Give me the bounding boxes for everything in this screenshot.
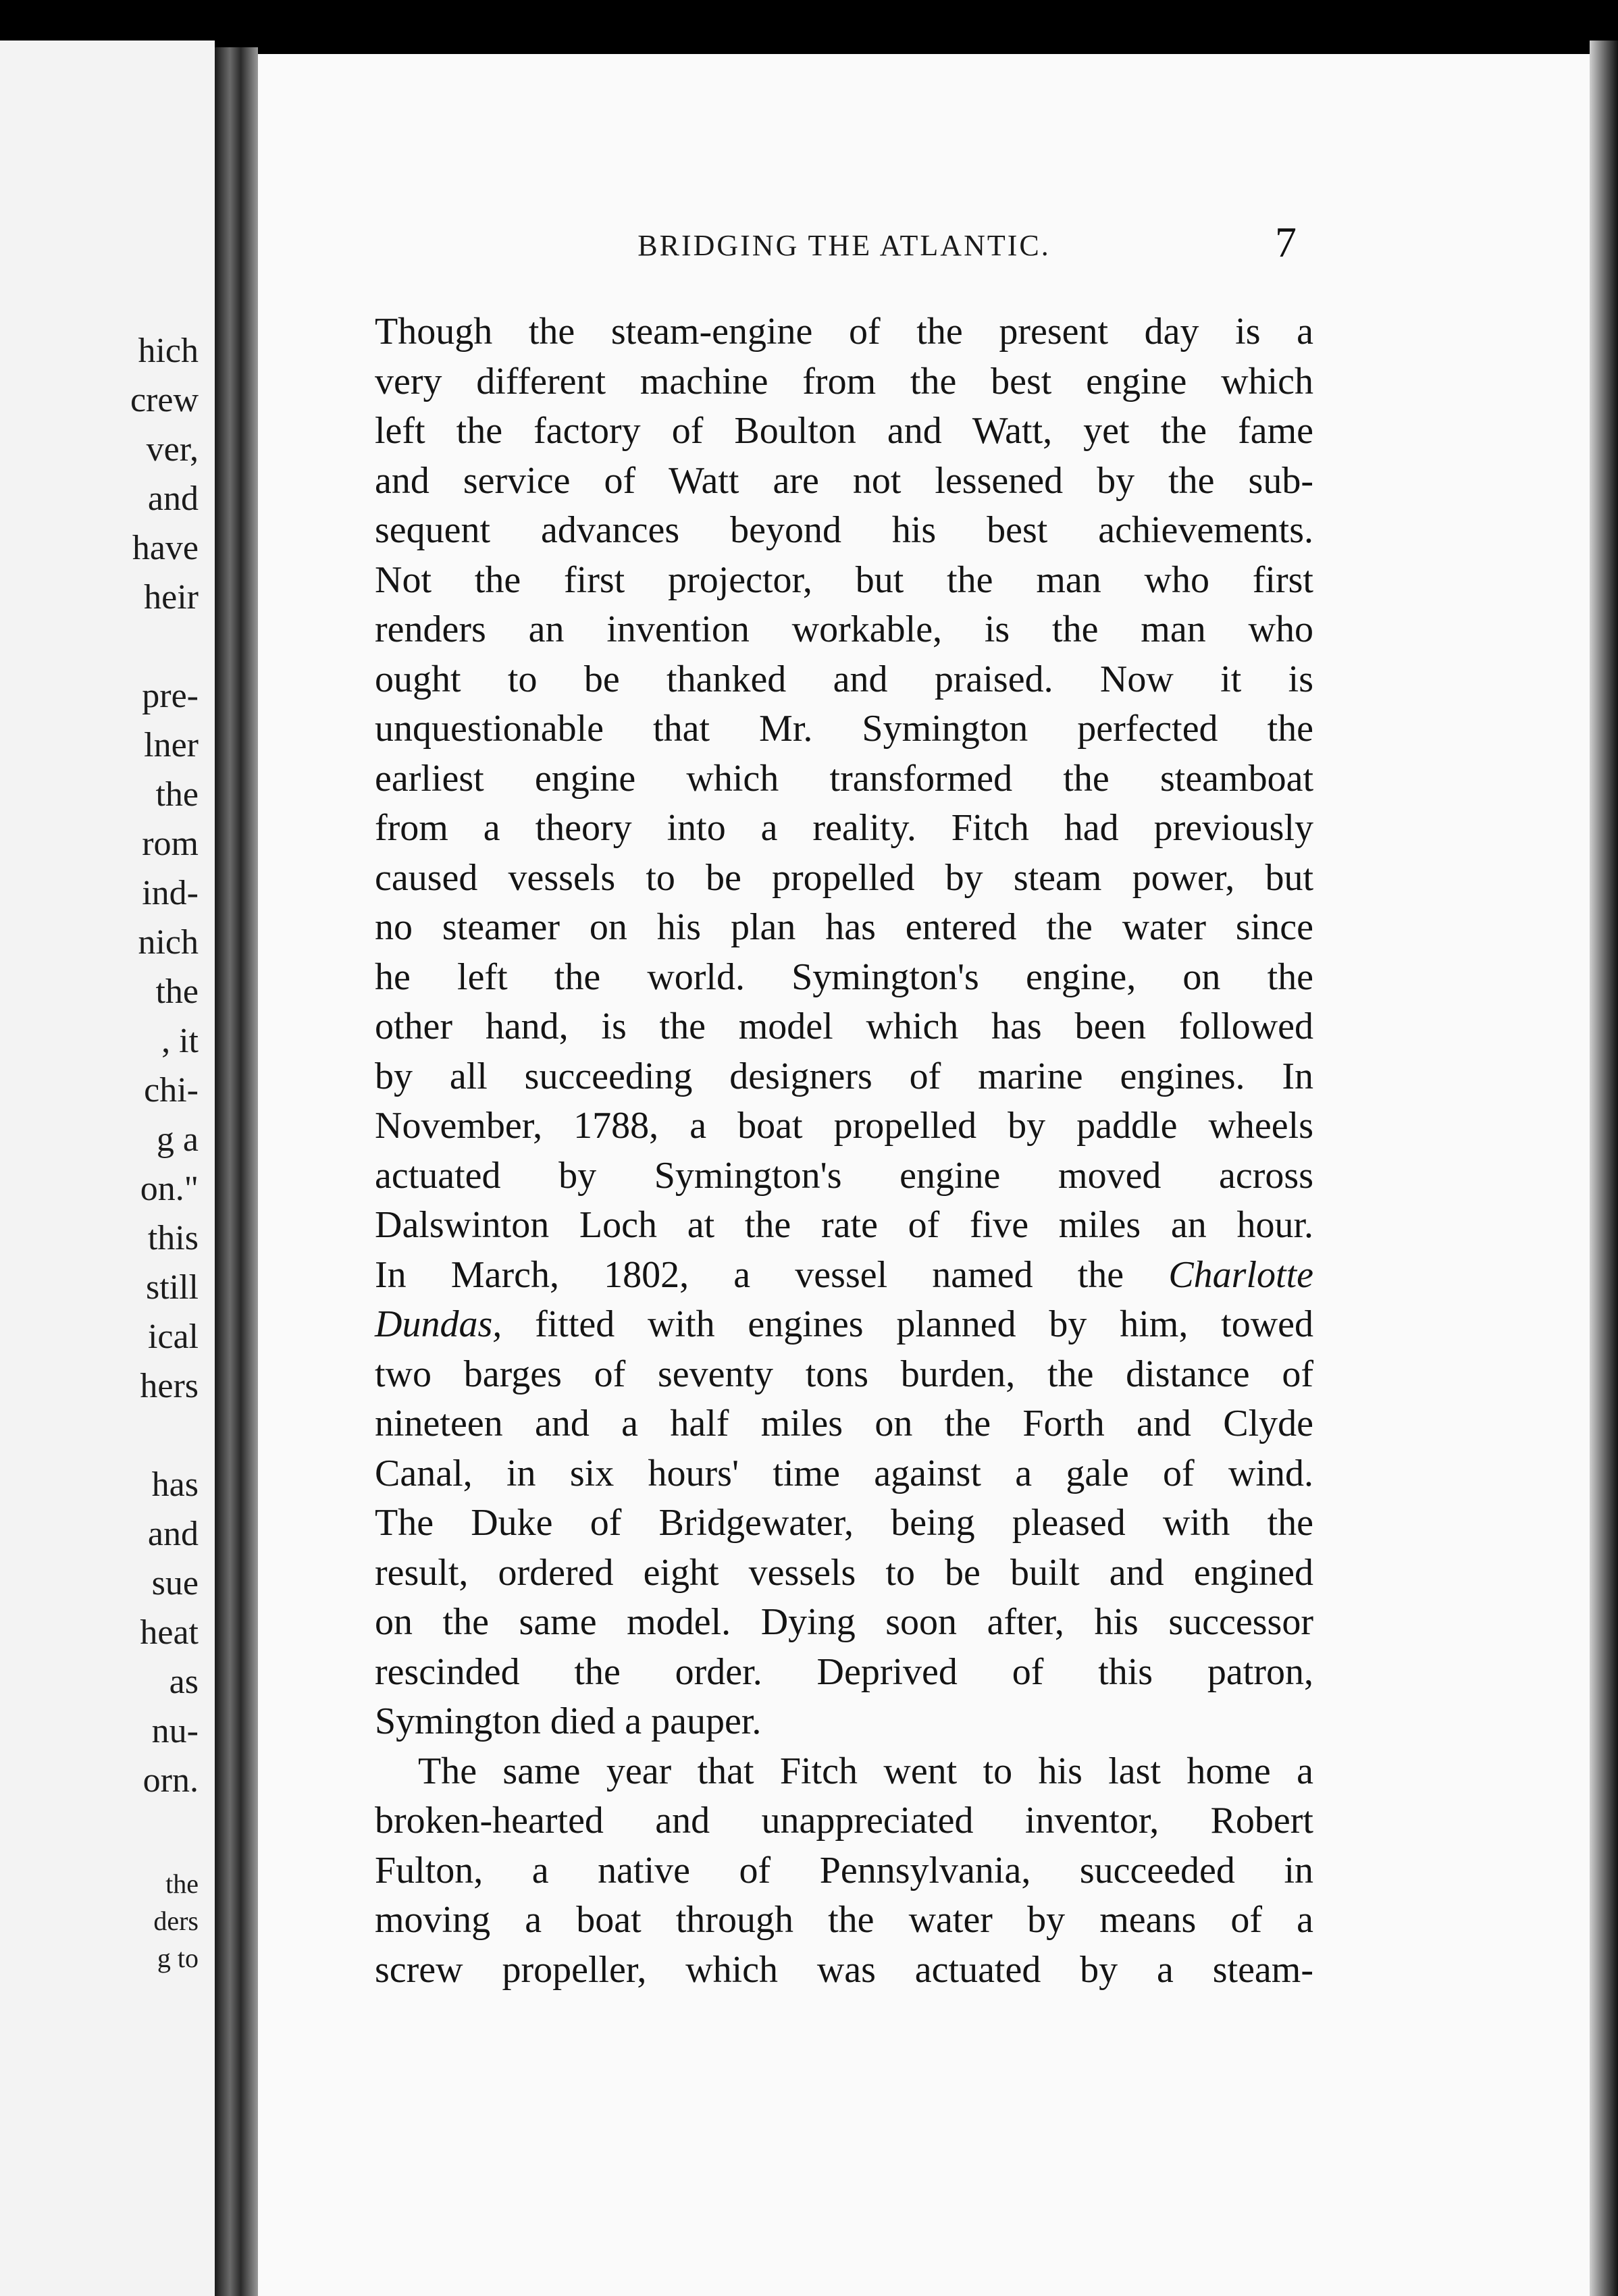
text-line: renders an invention workable, is the man who <box>375 608 1313 650</box>
text-line: Canal, in six hours' time against a gale of wind. <box>375 1452 1313 1494</box>
left-page-fragment: crew <box>130 381 199 419</box>
text-line: Fulton, a native of Pennsylvania, succeeded in <box>375 1849 1313 1891</box>
text-line: he left the world. Symington's engine, on the <box>375 956 1313 998</box>
text-line: Dalswinton Loch at the rate of five miles an hour. <box>375 1204 1313 1246</box>
text-line: caused vessels to be propelled by steam power, but <box>375 856 1313 899</box>
left-page-fragment: ind- <box>142 874 199 912</box>
text-run: In March, 1802, a vessel named the <box>375 1253 1124 1296</box>
left-page-fragment: heat <box>140 1613 199 1652</box>
ship-name-italic: Charlotte <box>1168 1253 1314 1296</box>
left-page-fragment: the <box>155 775 199 814</box>
text-line: from a theory into a reality. Fitch had previously <box>375 807 1313 849</box>
left-page-fragment: as <box>169 1663 199 1701</box>
left-page-fragment: nich <box>138 923 199 962</box>
left-page-fragment: this <box>147 1219 199 1257</box>
text-line: result, ordered eight vessels to be built and engined <box>375 1551 1313 1594</box>
left-page-fragment: g a <box>156 1120 199 1159</box>
left-page-fragment: sue <box>151 1564 199 1602</box>
left-page-fragment: hich <box>138 332 199 370</box>
text-line <box>375 1251 1313 1301</box>
text-run: fitted with engines planned by him, towed <box>535 1303 1314 1345</box>
text-line: nineteen and a half miles on the Forth and Clyde <box>375 1403 1313 1444</box>
body-text <box>375 307 1313 1995</box>
text-line: sequent advances beyond his best achievements. <box>375 509 1313 551</box>
left-page-fragment: g to <box>157 1943 199 1973</box>
left-page-fragment: ical <box>147 1317 199 1356</box>
left-page-fragment: the <box>155 972 199 1011</box>
text-line: on the same model. Dying soon after, his successor <box>375 1601 1313 1643</box>
text-line: actuated by Symington's engine moved across <box>375 1154 1313 1197</box>
left-page-fragment: rom <box>142 825 199 863</box>
text-line: broken-hearted and unappreciated inventor, Robert <box>375 1800 1313 1842</box>
left-page-fragment: the <box>165 1869 199 1899</box>
page-edge-shadow <box>1590 41 1618 2296</box>
page-number: 7 <box>1275 218 1297 266</box>
left-page-fragment: lner <box>144 726 199 764</box>
text-line: ought to be thanked and praised. Now it is <box>375 658 1313 700</box>
left-page-fragment: have <box>132 529 199 567</box>
left-page-fragment: has <box>151 1465 199 1504</box>
text-line: and service of Watt are not lessened by the sub- <box>375 459 1313 502</box>
left-page-edge <box>0 41 215 2296</box>
text-line: left the factory of Boulton and Watt, yet the fame <box>375 410 1313 452</box>
text-line: screw propeller, which was actuated by a steam- <box>375 1948 1313 1991</box>
text-line: rescinded the order. Deprived of this patron, <box>375 1650 1313 1693</box>
ship-name-italic: Dundas, <box>375 1303 502 1345</box>
text-line: November, 1788, a boat propelled by paddle wheels <box>375 1105 1313 1147</box>
text-line: two barges of seventy tons burden, the distance of <box>375 1353 1313 1395</box>
left-page-fragment: on." <box>140 1170 199 1208</box>
left-page-fragment: chi- <box>144 1071 199 1110</box>
left-page-fragment: hers <box>140 1367 199 1405</box>
left-page-fragment: ders <box>153 1906 199 1936</box>
running-head: BRIDGING THE ATLANTIC. <box>637 229 1051 262</box>
text-line: no steamer on his plan has entered the water since <box>375 906 1313 948</box>
text-line: The same year that Fitch went to his last home a <box>418 1750 1313 1792</box>
text-line: moving a boat through the water by means of a <box>375 1899 1313 1941</box>
text-line: other hand, is the model which has been followed <box>375 1006 1313 1047</box>
text-line: earliest engine which transformed the steamboat <box>375 757 1313 800</box>
left-page-fragment: , it <box>161 1022 199 1060</box>
left-page-fragment: still <box>145 1268 199 1307</box>
left-page-fragment: and <box>147 1515 199 1553</box>
left-page-fragment: pre- <box>142 677 199 715</box>
text-line: Though the steam-engine of the present day is a <box>375 311 1313 353</box>
text-line: Not the first projector, but the man who first <box>375 558 1313 601</box>
book-gutter <box>215 47 258 2296</box>
left-page-fragment: nu- <box>151 1712 199 1750</box>
text-line: very different machine from the best engine which <box>375 360 1313 402</box>
text-line: unquestionable that Mr. Symington perfected the <box>375 708 1313 750</box>
text-line <box>375 1300 1313 1350</box>
text-line: by all succeeding designers of marine engines. In <box>375 1055 1313 1097</box>
left-page-fragment: orn. <box>142 1761 199 1800</box>
left-page-fragment: heir <box>144 578 199 617</box>
text-line: Symington died a pauper. <box>375 1700 762 1742</box>
left-page-fragment: ver, <box>146 430 199 469</box>
text-line: The Duke of Bridgewater, being pleased with the <box>375 1502 1313 1544</box>
left-page-fragment: and <box>147 479 199 518</box>
